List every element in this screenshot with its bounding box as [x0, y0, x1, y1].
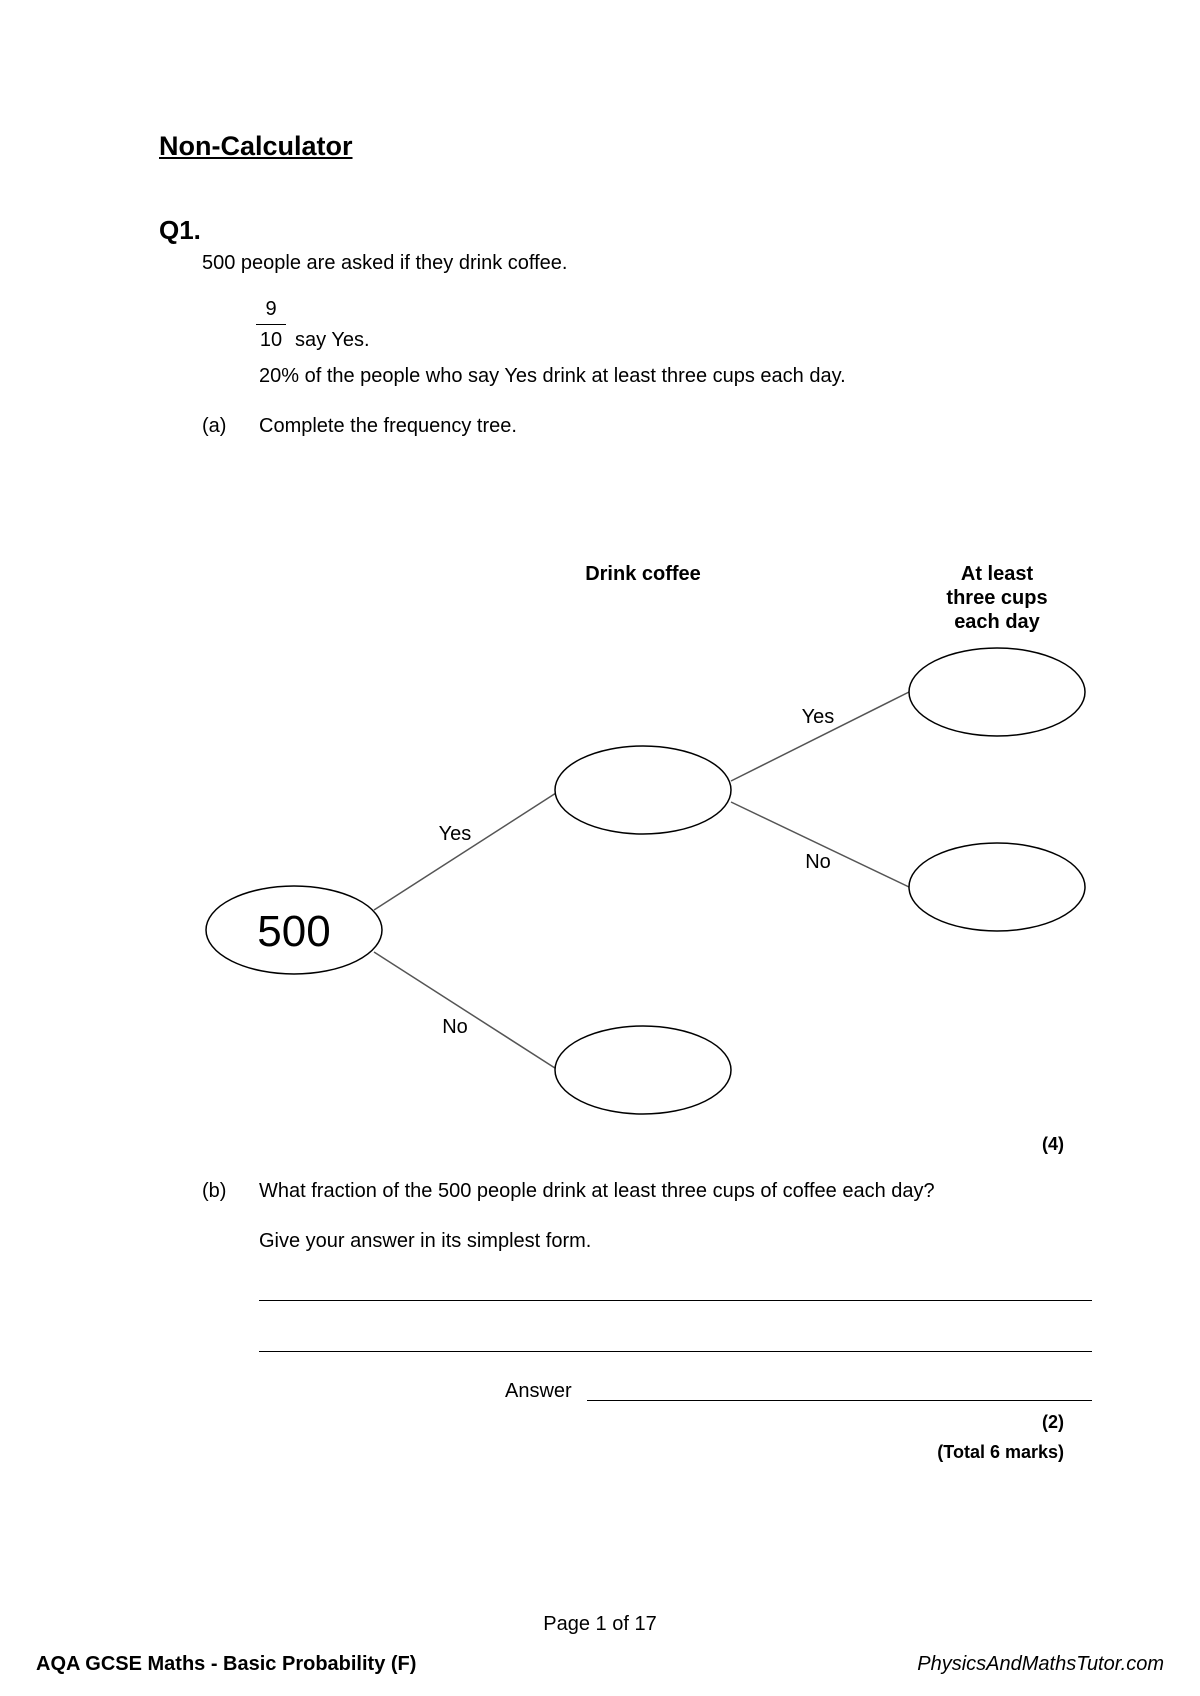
part-a-text: Complete the frequency tree. [259, 415, 517, 437]
yes-yes-node[interactable] [909, 648, 1085, 736]
part-a-marks: (4) [1042, 1134, 1064, 1154]
part-b-marks: (2) [1042, 1412, 1064, 1432]
root-value: 500 [257, 907, 331, 956]
footer-site: PhysicsAndMathsTutor.com [917, 1653, 1164, 1675]
answer-line[interactable] [587, 1400, 1092, 1401]
branch-no-line [374, 952, 558, 1070]
yes-node[interactable] [555, 746, 731, 834]
branch-no-label: No [442, 1016, 468, 1038]
page-number: Page 1 of 17 [543, 1613, 657, 1635]
part-a-label: (a) [202, 415, 227, 437]
header-cups-line-1: At least [960, 563, 1034, 585]
part-b-instruction: Give your answer in its simplest form. [259, 1230, 592, 1252]
yes-no-node[interactable] [909, 843, 1085, 931]
no-node[interactable] [555, 1026, 731, 1114]
footer-title: AQA GCSE Maths - Basic Probability (F) [36, 1653, 417, 1675]
answer-label: Answer [505, 1380, 572, 1402]
header-drink-coffee: Drink coffee [585, 563, 701, 585]
question-number: Q1. [159, 215, 201, 245]
fraction-numerator: 9 [265, 298, 277, 320]
working-line-2[interactable] [259, 1351, 1092, 1352]
branch-yes-label: Yes [438, 823, 472, 845]
working-line-1[interactable] [259, 1300, 1092, 1301]
sub-branch-no-line [731, 802, 909, 887]
sub-branch-yes-label: Yes [801, 706, 835, 728]
fraction-denominator: 10 [259, 329, 283, 351]
percent-statement: 20% of the people who say Yes drink at least three cups each day. [259, 365, 846, 387]
header-cups-line-2: three cups [946, 587, 1048, 609]
part-b-label: (b) [202, 1180, 227, 1202]
header-cups-line-3: each day [954, 611, 1040, 633]
total-marks: (Total 6 marks) [937, 1442, 1064, 1462]
sub-branch-no-label: No [805, 851, 831, 873]
say-yes-text: say Yes. [295, 329, 370, 351]
question-intro: 500 people are asked if they drink coffee. [202, 252, 568, 274]
part-b-text: What fraction of the 500 people drink at least three cups of coffee each day? [259, 1180, 935, 1202]
branch-yes-line [374, 793, 556, 910]
section-title: Non-Calculator [159, 131, 353, 161]
